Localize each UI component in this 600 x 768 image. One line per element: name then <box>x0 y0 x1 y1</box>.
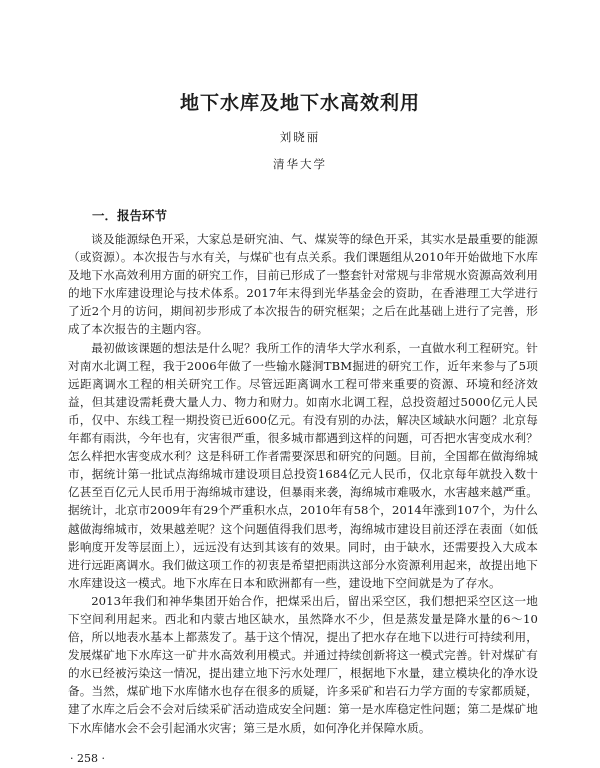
page-number: · 258 · <box>70 752 105 765</box>
paragraph-1: 谈及能源绿色开采，大家总是研究油、气、煤炭等的绿色开采，其实水是最重要的能源（或资源）。本次报告与水有关，与煤矿也有点关系。我们课题组从2010年开始做地下水库及地下水高效利用方面的研究工作，目前已形成了一整套针对常规与非常规水资源高效利用的地下水库建设理论与技术体系。2017年末得到光华基金会的资助，在香港理工大学进行了近2个月的访问，期间初步形成了本次报告的研究框架；之后在此基础上进行了完善，形成了本次报告的主题内容。 <box>68 232 538 337</box>
section-heading: 一．报告环节 <box>92 208 168 223</box>
body-text <box>68 230 538 737</box>
paragraph-2: 最初做该课题的想法是什么呢？我所工作的清华大学水利系，一直做水利工程研究。针对南水北调工程，我于2006年做了一些输水隧洞TBM掘进的研究工作，近年来参与了5项远距离调水工程的相关研究工作。尽管远距离调水工程可带来重要的资源、环境和经济效益，但其建设需耗费大量人力、物力和财力。如南水北调工程，总投资超过5000亿元人民币，仅中、东线工程一期投资已近600亿元。有没有别的办法，解决区域缺水问题？北京每年都有雨洪，今年也有，灾害很严重，很多城市都遇到这样的问题，可否把水害变成水利？怎么样把水害变成水利？这是科研工作者需要深思和研究的问题。目前，全国都在做海绵城市，据统计第一批试点海绵城市建设项目总投资1684亿元人民币，仅北京每年就投入数十亿甚至百亿元人民币用于海绵城市建设，但暴雨来袭，海绵城市难吸水，水害越来越严重。据统计，北京市2009年有29个严重积水点，2010年有58个，2014年涨到107个，为什么越做海绵城市，效果越差呢？这个问题值得我们思考，海绵城市建设目前还浮在表面（如低影响度开发等层面上），远远没有达到其该有的效果。同时，由于缺水，还需要投入大成本进行远距离调水。我们做这项工作的初衷是希望把雨洪这部分水资源利用起来，故提出地下水库建设这一模式。地下水库在日本和欧洲都有一些，建设地下空间就是为了存水。 <box>68 340 538 590</box>
paper-title: 地下水库及地下水高效利用 <box>179 92 420 114</box>
paragraph-3: 2013年我们和神华集团开始合作，把煤采出后，留出采空区，我们想把采空区这一地下空间利用起来。西北和内蒙古地区缺水，虽然降水不少，但是蒸发量是降水量的6～10倍，所以地表水基本上都蒸发了。基于这个情况，提出了把水存在地下以进行可持续利用，发展煤矿地下水库这一矿井水高效利用模式。并通过持续创新将这一模式完善。针对煤矿有的水已经被污染这一情况，提出建立地下污水处理厂，根据地下水量，建立模块化的净水设备。当然，煤矿地下水库储水也存在很多的质疑，许多采矿和岩石力学方面的专家都质疑，建了水库之后会不会对后续采矿活动造成安全问题：第一是水库稳定性问题；第二是煤矿地下水库储水会不会引起涌水灾害；第三是水质，如何净化并保障水质。 <box>68 593 538 735</box>
author-name: 刘晓丽 <box>279 130 321 144</box>
author-affiliation: 清华大学 <box>273 157 327 171</box>
